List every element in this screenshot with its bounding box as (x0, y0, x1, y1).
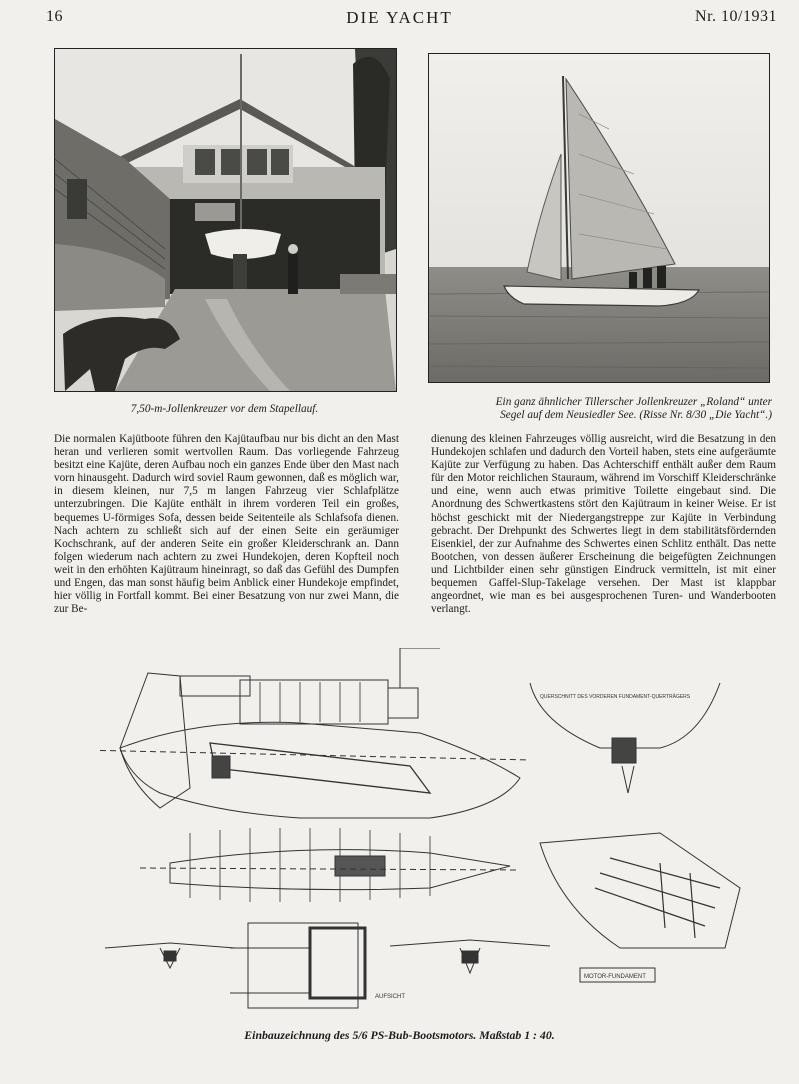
drawing-caption: Einbauzeichnung des 5/6 PS-Bub-Bootsmotors. Maßstab 1 : 40. (244, 1028, 555, 1042)
drawing-svg (100, 648, 760, 1028)
page-number: 16 (46, 8, 63, 25)
issue-number: Nr. 10/1931 (695, 8, 777, 25)
label-section: QUERSCHNITT DES VORDEREN FUNDAMENT-QUERTRÄGERS (540, 694, 691, 700)
article-paragraph-1: Die normalen Kajütboote führen den Kajütaufbau nur bis dicht an den Mast heran und verlieren somit wertvollen Raum. Das vorliegende Fahrzeug besitzt eine Kajüte, deren Aufbau noch ein ganzes Ende über den Mast nach vorn hinausgeht. Dadurch wird soviel Raum gewonnen, daß es möglich war, in diesem kleinen, nur 7,5 m langen Fahrzeug vier Schlafplätze unterzubringen. Die Kajüte enthält in ihrem vorderen Teil ein großes, bequemes U-förmiges Sofa, dessen beide Seitenteile als Schlafsofa dienen. Nach achtern zu schließt sich auf der einen Seite ein geräumiger Kochschrank, auf der anderen Seite ein großer Kleiderschrank an. Dann folgen wiederum nach achtern zu zwei Hundekojen, deren Kopfteil noch weit in den erhöhten Kajütraum hineinragt, so daß das Gefühl des Dumpfen und Engen, das man sonst häufig beim Anblick einer Hundekoje empfindet, hier völlig in Fortfall kommt. Bei einer Besatzung von nur zwei Mann, die zur Be- (54, 433, 399, 616)
foundation-perspective (540, 833, 740, 948)
article-paragraph-2: dienung des kleinen Fahrzeuges völlig ausreicht, wird die Besatzung in den Hundekojen schlafen und dadurch den Vorteil haben, stets eine aufgeräumte Kajüte zur Verfügung zu haben. Das Achterschiff enthält außer dem Raum für den Motor reichlichen Stauraum, während im Vorschiff Kleiderschränke und eine, wenn auch etwas primitive Toilette eingebaut sind. Die Anordnung des Schwertkastens stört den Kajütraum in keiner Weise. Er ist höchst geschickt mit der Niedergangstreppe zur Kajüte in Verbindung gebracht. Der Drehpunkt des Schwertes liegt in dem stabilitätsfördernden Eisenkiel, der zur Aufnahme des Schwertes einen Schlitz enthält. Das nette Bootchen, von dessen äußerer Erscheinung die beigefügten Zeichnungen und Lichtbilder einen sehr günstigen Eindruck vermitteln, ist mit einer bequemen Gaffel-Slup-Takelage versehen. Der Mast ist klappbar angeordnet, wie man es bei ausgesprochenen Turen- und Wanderbooten verlangt. (431, 433, 776, 616)
right-caption-line-2: Segel auf dem Neusiedler See. (Risse Nr. 8/30 „Die Yacht“.) (500, 409, 772, 421)
article-column-2 (431, 433, 776, 616)
label-foundation: MOTOR-FUNDAMENT (584, 974, 646, 980)
engine-installation-drawing (100, 648, 760, 1028)
boat-shed-photo (54, 48, 397, 392)
right-caption-line-1: Ein ganz ähnlicher Tillerscher Jollenkreuzer „Roland“ unter (495, 396, 772, 408)
sailing-boat-photo (428, 53, 770, 383)
left-photo-caption: 7,50-m-Jollenkreuzer vor dem Stapellauf. (130, 403, 319, 415)
article-column-1 (54, 433, 399, 616)
right-photo-caption (428, 396, 772, 422)
boat-shed-image (55, 49, 396, 391)
journal-title: DIE YACHT (346, 8, 453, 27)
label-plan: AUFSICHT (375, 994, 405, 1000)
hull-profile (120, 722, 520, 818)
sailing-boat-image (429, 54, 769, 382)
